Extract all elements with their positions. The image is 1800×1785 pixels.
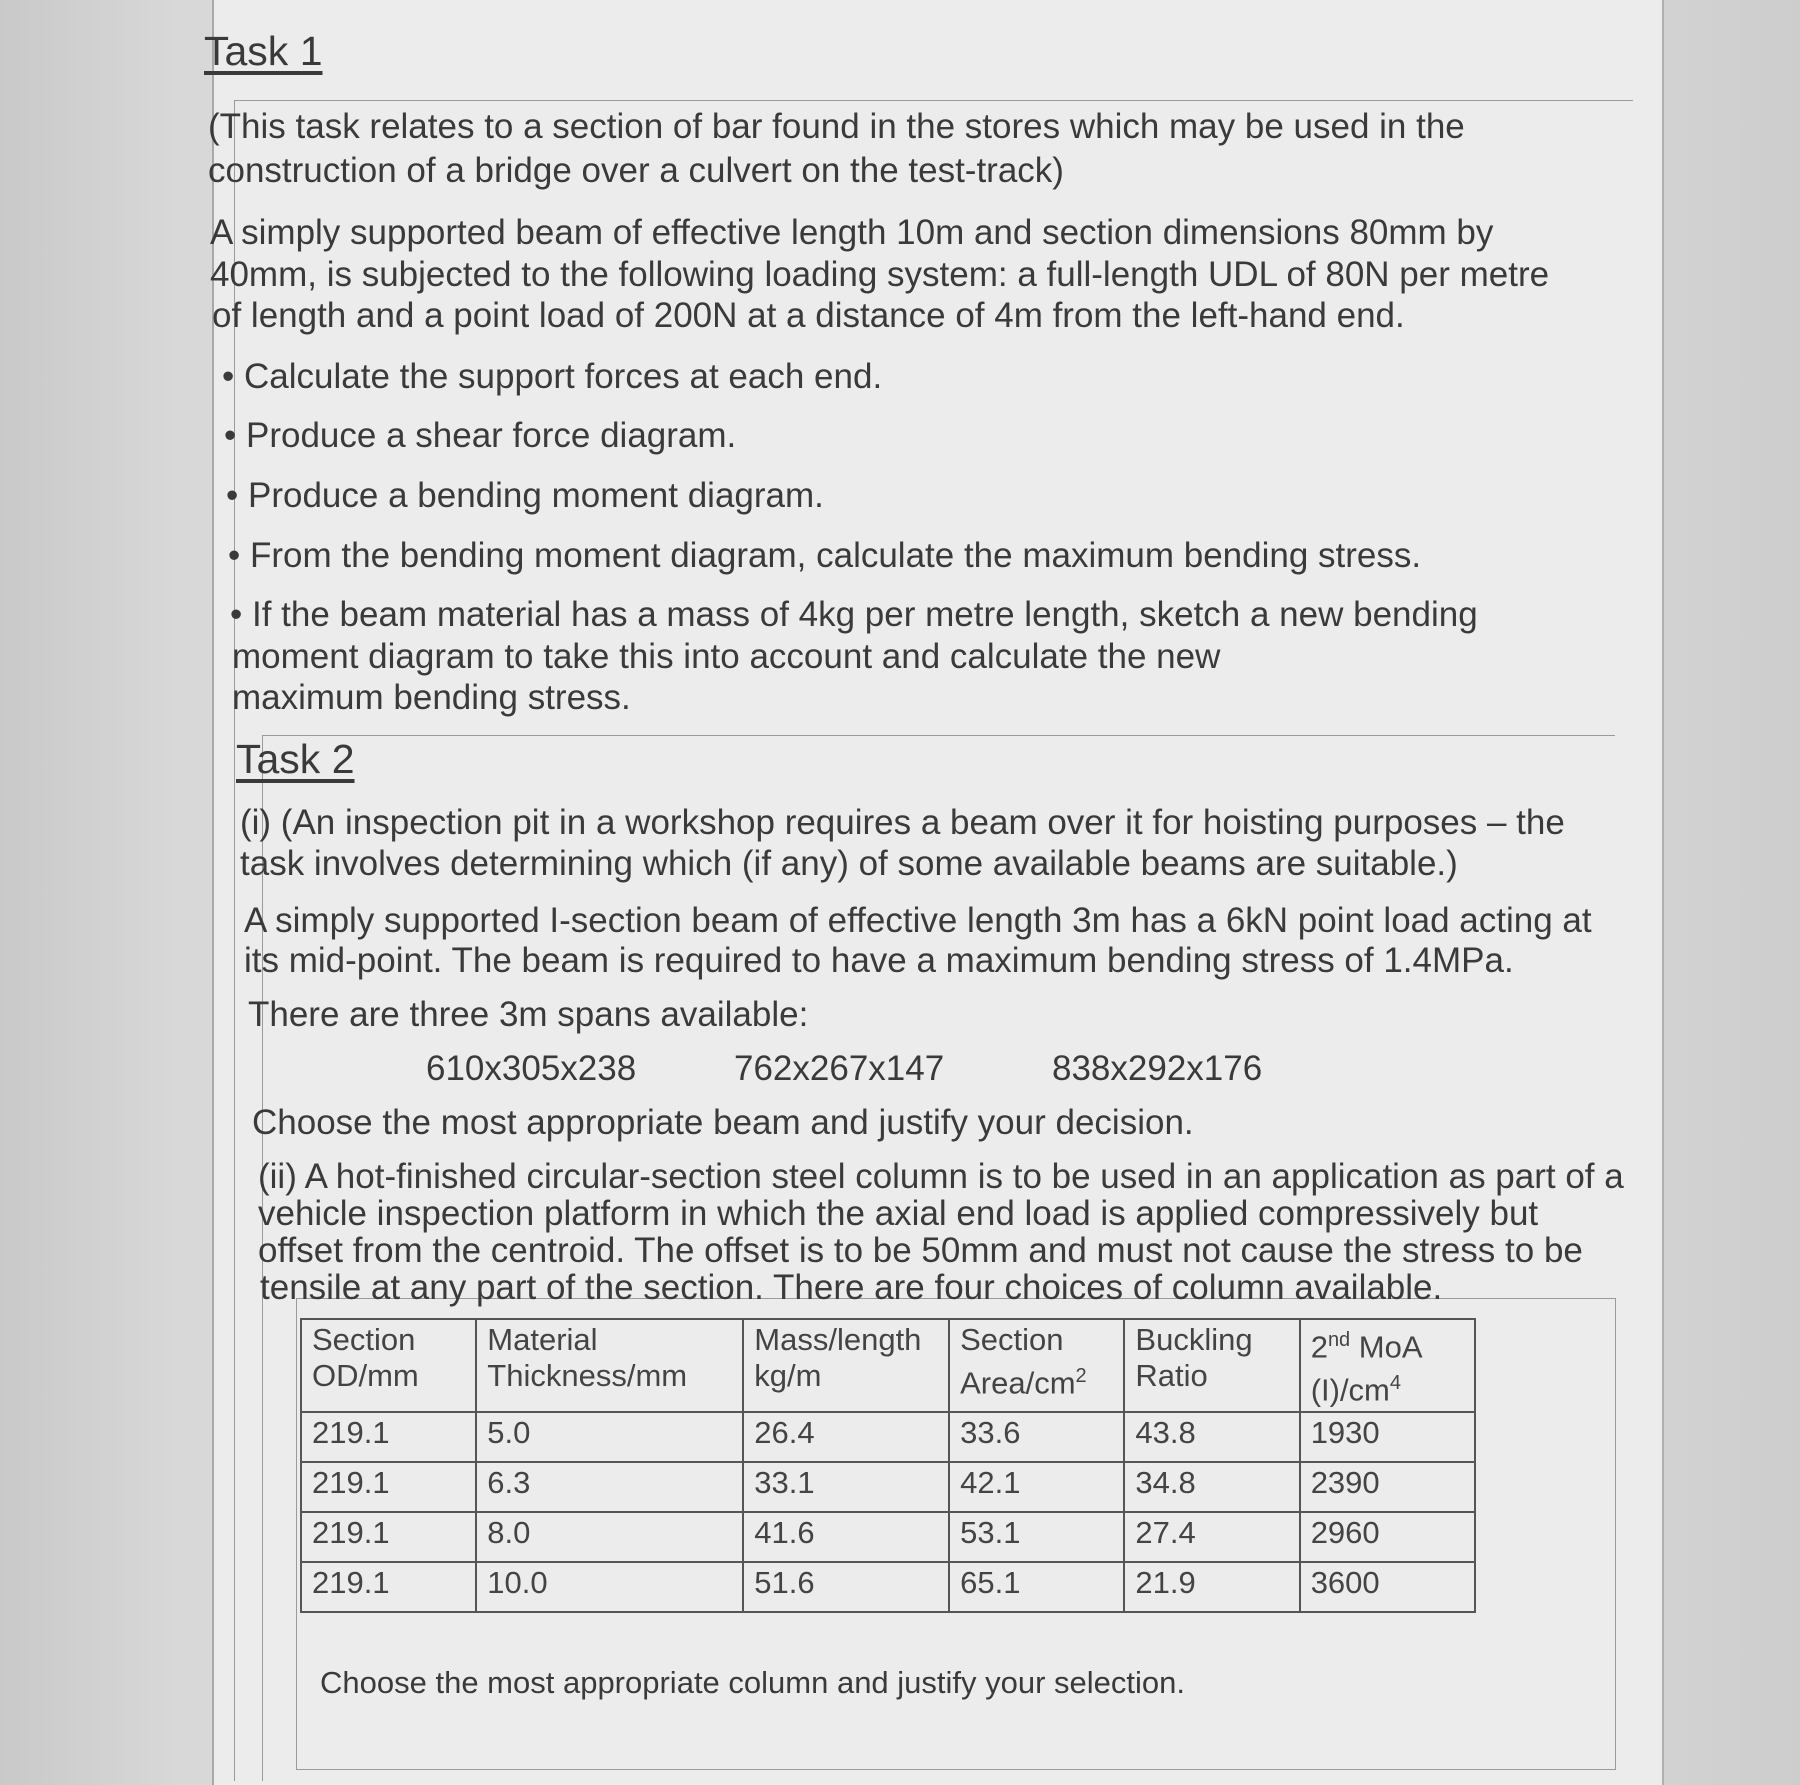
table-cell: 42.1: [949, 1462, 1124, 1512]
task2-part2-line-3: offset from the centroid. The offset is to be 50mm and must not cause the stress to be: [258, 1231, 1583, 1270]
table-cell: 65.1: [949, 1562, 1124, 1612]
table-cell: 34.8: [1124, 1462, 1299, 1512]
table-cell: 5.0: [476, 1412, 743, 1462]
task1-heading: Task 1: [204, 28, 323, 74]
task2-intro-line-1: (i) (An inspection pit in a workshop requires a beam over it for hoisting purposes – the: [240, 803, 1565, 842]
task1-bullet-4: [228, 535, 1421, 577]
table-cell: 2960: [1300, 1512, 1475, 1562]
task2-problem-line-2: its mid-point. The beam is required to have a maximum bending stress of 1.4MPa.: [244, 941, 1514, 980]
span-option-2: 762x267x147: [734, 1049, 945, 1088]
header-buckling-ratio: Buckling Ratio: [1124, 1319, 1299, 1412]
table-header-row: [301, 1319, 1475, 1412]
task1-bullet-3: [226, 475, 824, 517]
table-cell: 43.8: [1124, 1412, 1299, 1462]
table-row: [301, 1512, 1475, 1562]
task1-problem-line-3: of length and a point load of 200N at a distance of 4m from the left-hand end.: [212, 296, 1405, 335]
table-cell: 10.0: [476, 1562, 743, 1612]
header-mass-length: Mass/length kg/m: [743, 1319, 949, 1412]
table-cell: 219.1: [301, 1512, 476, 1562]
table-cell: 33.1: [743, 1462, 949, 1512]
task1-context-line-2: construction of a bridge over a culvert on the test-track): [208, 151, 1064, 190]
task1-bullet-1: [222, 356, 882, 398]
bullet-icon: •: [224, 416, 237, 455]
task2-intro-line-2: task involves determining which (if any) of some available beams are suitable.): [240, 844, 1458, 883]
bullet-icon: •: [228, 536, 241, 575]
task2-choose-beam: Choose the most appropriate beam and justify your decision.: [252, 1103, 1194, 1142]
document-page: [204, 0, 1664, 1785]
table-cell: 2390: [1300, 1462, 1475, 1512]
header-material-thickness: Material Thickness/mm: [476, 1319, 743, 1412]
table-cell: 3600: [1300, 1562, 1475, 1612]
table-cell: 33.6: [949, 1412, 1124, 1462]
table-row: [301, 1562, 1475, 1612]
task1-bullet-4-text: From the bending moment diagram, calculate the maximum bending stress.: [250, 536, 1422, 575]
task1-problem-line-1: A simply supported beam of effective length 10m and section dimensions 80mm by: [210, 213, 1494, 252]
task2-heading: Task 2: [236, 736, 355, 782]
task1-bullet-2: [224, 415, 736, 457]
task1-bullet-5-text: If the beam material has a mass of 4kg per metre length, sketch a new bending: [252, 595, 1478, 634]
table-row: [301, 1412, 1475, 1462]
table-cell: 219.1: [301, 1562, 476, 1612]
table-cell: 26.4: [743, 1412, 949, 1462]
column-options-table: [300, 1318, 1476, 1613]
spans-label: There are three 3m spans available:: [248, 995, 809, 1034]
table-cell: 51.6: [743, 1562, 949, 1612]
table-cell: 21.9: [1124, 1562, 1299, 1612]
task2-part2-line-1: (ii) A hot-finished circular-section steel column is to be used in an application as part of a: [258, 1157, 1624, 1196]
table-cell: 8.0: [476, 1512, 743, 1562]
bullet-icon: •: [226, 476, 239, 515]
task2-choose-column: Choose the most appropriate column and justify your selection.: [320, 1665, 1186, 1700]
task1-context-line-1: (This task relates to a section of bar found in the stores which may be used in the: [208, 107, 1465, 146]
table-cell: 53.1: [949, 1512, 1124, 1562]
task2-problem-line-1: A simply supported I-section beam of effective length 3m has a 6kN point load acting at: [244, 901, 1592, 940]
task1-bullet-3-text: Produce a bending moment diagram.: [248, 476, 824, 515]
table-cell: 219.1: [301, 1462, 476, 1512]
table-cell: 6.3: [476, 1462, 743, 1512]
task1-bullet-1-text: Calculate the support forces at each end.: [244, 357, 883, 396]
table-cell: 27.4: [1124, 1512, 1299, 1562]
table-cell: 41.6: [743, 1512, 949, 1562]
task1-bullet-2-text: Produce a shear force diagram.: [246, 416, 737, 455]
span-option-3: 838x292x176: [1052, 1049, 1263, 1088]
header-section-area: Section Area/$cm^2$: [949, 1319, 1124, 1412]
span-option-1: 610x305x238: [426, 1049, 637, 1088]
task1-bullet-5-cont-1: moment diagram to take this into account and calculate the new: [232, 637, 1221, 676]
bullet-icon: •: [230, 595, 243, 634]
header-section-od: Section OD/mm: [301, 1319, 476, 1412]
table-cell: 219.1: [301, 1412, 476, 1462]
task2-part2-line-4: tensile at any part of the section. There are four choices of column available.: [260, 1268, 1443, 1307]
header-second-moa: 2nd MoA $(I)/cm^4$: [1300, 1319, 1475, 1412]
task1-bullet-5: [230, 594, 1478, 636]
bullet-icon: •: [222, 357, 235, 396]
table-row: [301, 1462, 1475, 1512]
task2-part2-line-2: vehicle inspection platform in which the axial end load is applied compressively but: [258, 1194, 1539, 1233]
task1-bullet-5-cont-2: maximum bending stress.: [232, 678, 631, 717]
task1-problem-line-2: 40mm, is subjected to the following loading system: a full-length UDL of 80N per metre: [210, 255, 1550, 294]
table-cell: 1930: [1300, 1412, 1475, 1462]
